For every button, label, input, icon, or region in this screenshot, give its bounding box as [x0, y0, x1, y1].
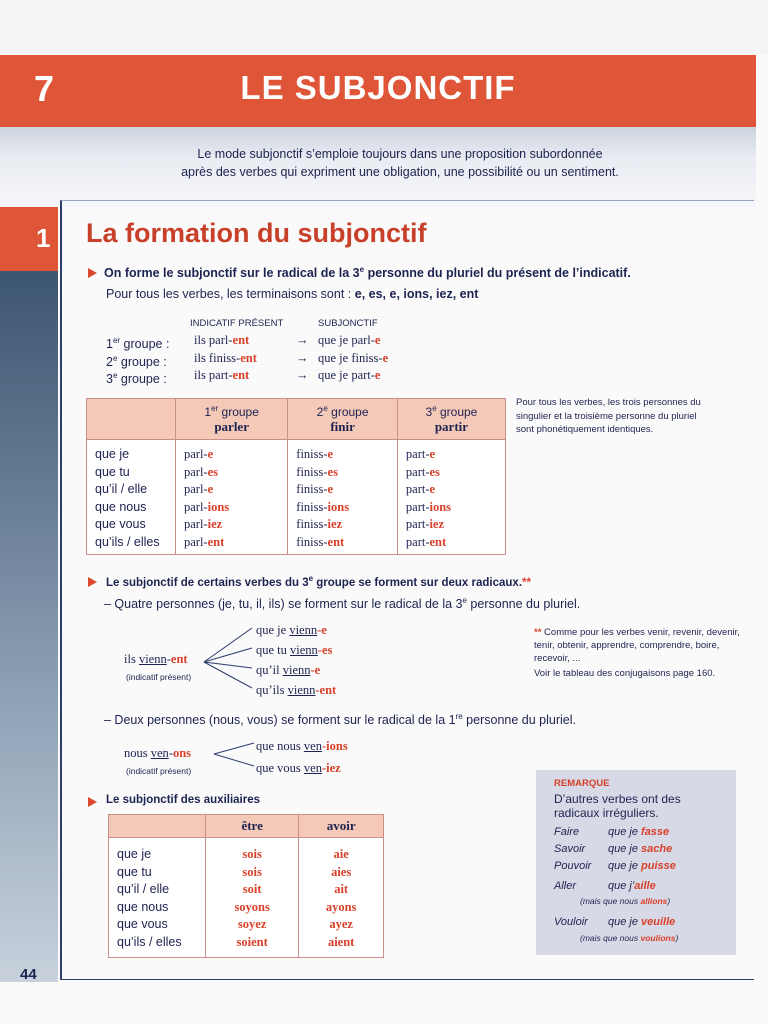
conjugation-form: soient	[236, 934, 268, 949]
conjugation-form: aie	[333, 847, 349, 861]
conjugation-form: ait	[334, 882, 349, 896]
verb-column	[206, 838, 299, 958]
group-num: 3	[106, 372, 113, 387]
remarque-form	[608, 880, 656, 892]
conjugation-form	[296, 534, 389, 552]
conjugation-form: soit	[242, 882, 262, 896]
indicatif-form	[194, 332, 257, 350]
stem: finiss-	[296, 499, 328, 514]
diagram-item	[256, 660, 336, 680]
dash-1-sup: e	[462, 596, 467, 605]
group-text: groupe :	[117, 354, 167, 369]
group-text: groupe	[218, 404, 259, 419]
chapter-number: 7	[34, 68, 55, 109]
remarque-form	[608, 843, 672, 855]
ending: e	[429, 447, 436, 461]
diagram-2-targets	[256, 735, 348, 779]
ending: e	[327, 447, 334, 461]
group-sup: e	[112, 353, 118, 363]
ending: ent	[232, 368, 250, 382]
group-label	[106, 367, 169, 385]
remarque-form	[608, 860, 676, 872]
stem: part-	[405, 499, 430, 514]
bullet-triangle-icon	[88, 797, 97, 807]
remarque-verb: Savoir	[554, 843, 586, 855]
intro-line-1: Le mode subjonctif s’emploie toujours dans une proposition subordonnée	[197, 147, 603, 161]
ending: e	[207, 482, 214, 496]
group-text: groupe	[327, 404, 369, 419]
pronoun: que je	[95, 447, 130, 461]
conjugation-form	[184, 446, 279, 464]
diagram-item	[256, 680, 336, 700]
pronoun: que nous	[117, 899, 169, 914]
ending: ions	[429, 499, 452, 514]
group-label	[106, 350, 169, 368]
page-number: 44	[20, 966, 37, 983]
ending: ent	[327, 534, 345, 549]
irregular-form: veuille	[641, 916, 676, 928]
conjugation-form: ayez	[329, 917, 353, 931]
subjonctif-form	[318, 332, 388, 350]
conjugation-form	[296, 481, 389, 499]
dash-2-text: – Deux personnes (nous, vous) se forment sur le radical de la 1	[104, 713, 456, 728]
conjugation-form: aient	[327, 934, 355, 949]
section-number-box	[0, 207, 58, 271]
conjugation-form: sois	[242, 864, 262, 879]
conjugation-form: sois	[242, 847, 262, 861]
ending: e	[327, 482, 334, 496]
dash-1-text-end: personne du pluriel.	[466, 597, 581, 612]
verb-column	[176, 440, 288, 555]
pronoun: que vous	[256, 761, 304, 775]
stem: vienn	[282, 663, 311, 677]
pronoun: que je	[608, 916, 642, 928]
conjugation-form	[296, 516, 389, 534]
conjugation-table-auxiliaries	[108, 814, 384, 958]
verb-infinitive: parler	[214, 418, 249, 434]
conjugation-list	[184, 446, 279, 551]
conjugation-form	[406, 464, 497, 482]
conjugation-form	[406, 534, 497, 552]
conjugation-form	[184, 464, 279, 482]
table-header-cell	[299, 815, 384, 838]
ending: -ent	[315, 683, 337, 697]
arrow-right-icon: →	[296, 350, 309, 365]
pronoun: qu’il / elle	[95, 482, 148, 496]
stem: finiss-	[296, 534, 328, 549]
pronoun: que tu	[117, 864, 152, 879]
top-margin	[0, 0, 768, 54]
subjonctif-form	[318, 367, 388, 385]
pronoun: que je	[608, 843, 642, 855]
rule-2	[106, 574, 531, 589]
pronoun: ils	[124, 652, 139, 666]
conjugation-form	[184, 516, 279, 534]
group-num: 2	[316, 404, 324, 419]
stem: part-	[405, 447, 430, 461]
remarque-verb: Faire	[554, 826, 580, 838]
dash: -	[166, 652, 171, 666]
verb-column	[299, 838, 384, 958]
remarque-verb: Vouloir	[554, 916, 588, 928]
stem: que je finiss-	[318, 350, 383, 365]
pronoun: que nous	[95, 499, 147, 514]
ending: iez	[207, 517, 223, 531]
subjonctif-form	[318, 350, 388, 368]
remarque-text: D’autres verbes ont des radicaux irréguliers.	[554, 792, 681, 820]
diagram-item	[256, 640, 336, 660]
endings-list: e, es, e, ions, iez, ent	[354, 287, 479, 301]
conjugation-form	[296, 464, 389, 482]
pronoun: que je	[608, 826, 642, 838]
note-post: )	[667, 896, 671, 906]
rule-2-sup: e	[308, 574, 314, 583]
arrow-column	[296, 332, 309, 385]
stem: vienn	[290, 643, 318, 657]
conjugation-form	[296, 499, 389, 517]
irregular-form: puisse	[641, 860, 676, 872]
table-header-row	[87, 399, 506, 440]
side-note-verbs	[534, 626, 744, 680]
conjugation-form: soyez	[237, 917, 267, 931]
diagram-1-source	[124, 652, 188, 667]
group-num: 2	[106, 354, 113, 369]
pronoun: qu’ils / elles	[95, 534, 160, 549]
stem: parl-	[184, 464, 208, 479]
stem: parl-	[184, 517, 208, 531]
verb-infinitive: avoir	[326, 818, 356, 833]
stem: ven	[303, 761, 322, 775]
conjugation-table-regular	[86, 398, 506, 555]
ending: e	[429, 482, 436, 496]
table-header-row	[109, 815, 384, 838]
stem: finiss-	[296, 464, 328, 479]
rule-2-text-end: groupe se forment sur deux radicaux.	[313, 576, 523, 589]
stem: ven	[303, 739, 322, 753]
verb-infinitive: partir	[434, 418, 469, 434]
irregular-form: sache	[641, 843, 673, 855]
note-post: )	[675, 933, 679, 943]
note-pronoun: que nous	[603, 896, 641, 906]
ending: iez	[429, 517, 445, 531]
ending: -e	[310, 663, 321, 677]
group-sup: e	[112, 371, 118, 380]
pronoun: que nous	[256, 739, 304, 753]
section-number: 1	[36, 223, 51, 253]
ending: -es	[317, 643, 333, 657]
rule-1-text-end: personne du pluriel du présent de l’indicatif.	[364, 266, 631, 281]
ending: ent	[170, 652, 188, 666]
stem: part-	[405, 534, 430, 549]
stem: finiss-	[296, 517, 328, 531]
stem: ils part-	[194, 368, 233, 382]
stem: que je parl-	[318, 333, 375, 347]
dash: -	[168, 746, 173, 760]
table-header-cell	[206, 815, 299, 838]
diagram-2-source	[124, 746, 191, 761]
dash-line-2	[104, 712, 576, 727]
ending: ons	[172, 746, 192, 760]
conjugation-form	[406, 446, 497, 464]
rule-1-sup: e	[359, 265, 365, 274]
conjugation-form: ayons	[325, 899, 357, 914]
conjugation-form: aies	[331, 864, 352, 879]
conjugation-form	[184, 481, 279, 499]
indicatif-forms	[194, 332, 257, 385]
stem: finiss-	[296, 447, 328, 461]
rule-1	[104, 265, 631, 280]
ending: -ions	[321, 739, 348, 753]
dash-1-text: – Quatre personnes (je, tu, il, ils) se forment sur le radical de la 3	[104, 597, 463, 612]
conjugation-form	[296, 446, 389, 464]
pronoun: que tu	[256, 643, 291, 657]
table-header-empty	[109, 815, 206, 838]
stem: vienn	[289, 623, 318, 637]
note-pronoun: que nous	[603, 933, 641, 943]
stem: finiss-	[296, 482, 328, 496]
dash-line-1	[104, 596, 580, 611]
group-num: 3	[425, 404, 433, 419]
pronoun: que vous	[95, 517, 146, 531]
diagram-item	[256, 620, 336, 640]
arrow-right-icon: →	[296, 333, 309, 347]
diagram-1-source-note: (indicatif présent)	[126, 672, 192, 682]
bullet-triangle-icon	[88, 268, 97, 278]
ending: ions	[327, 499, 350, 514]
pronoun: que je	[608, 860, 642, 872]
table-body-row	[109, 838, 384, 958]
diagram-item	[256, 735, 348, 757]
intro-line-2: après des verbes qui expriment une obligation, une possibilité ou un sentiment.	[181, 165, 619, 179]
table-header-cell	[288, 399, 398, 440]
endings-intro: Pour tous les verbes, les terminaisons sont :	[106, 287, 352, 301]
irregular-form: aille	[634, 880, 656, 892]
ending: es	[207, 464, 219, 479]
group-labels	[106, 332, 169, 385]
stem: parl-	[184, 499, 208, 514]
group-sup: e	[432, 403, 437, 413]
dash-2-text-end: personne du pluriel.	[462, 713, 576, 728]
conjugation-list	[307, 846, 375, 951]
table-header-cell	[176, 399, 288, 440]
group-sup: er	[211, 403, 219, 413]
note-form: voulions	[640, 933, 676, 943]
conjugation-list	[214, 846, 290, 951]
remarque-box	[536, 770, 736, 955]
conjugation-list	[296, 446, 389, 551]
pronoun: que tu	[95, 464, 130, 479]
ending: e	[374, 368, 381, 382]
pronoun: que je	[256, 623, 290, 637]
diagram-1-targets	[256, 620, 336, 700]
group-num: 1	[106, 337, 113, 352]
side-note-phonetic: Pour tous les verbes, les trois personnes du singulier et la troisième personne du pluriel sont phonétiquement identiques.	[516, 397, 701, 435]
rule-1-text: On forme le subjonctif sur le radical de la 3	[104, 266, 360, 281]
ending: ent	[240, 350, 257, 365]
left-margin-bar	[0, 270, 58, 982]
stem: ils finiss-	[194, 350, 241, 365]
pronoun: que vous	[117, 917, 168, 931]
remarque-form	[608, 826, 669, 838]
remarque-verb: Pouvoir	[554, 860, 592, 872]
note-pre: (mais	[580, 896, 604, 906]
group-text: groupe	[436, 404, 478, 419]
irregular-form: fasse	[641, 826, 670, 838]
pronoun-column	[87, 440, 176, 555]
remarque-verb: Aller	[554, 880, 577, 892]
remarque-title: REMARQUE	[554, 778, 610, 789]
footnote-marker: **	[522, 576, 531, 589]
subjonctif-forms	[318, 332, 388, 385]
stem: ils parl-	[194, 333, 233, 347]
diagram-item	[256, 757, 348, 779]
label-indicatif-present: INDICATIF PRÉSENT	[190, 318, 284, 329]
group-num: 1	[204, 404, 212, 419]
verb-column	[397, 440, 505, 555]
note-text: Comme pour les verbes venir, revenir, devenir, tenir, obtenir, apprendre, comprendre, boire, recevoir, ...	[534, 627, 740, 664]
diagram-2-branch-lines	[210, 738, 260, 778]
conjugation-list	[406, 446, 497, 551]
chapter-title: LE SUBJONCTIF	[240, 69, 516, 106]
chapter-banner	[0, 55, 756, 127]
note-pre: (mais	[580, 933, 604, 943]
conjugation-form	[406, 499, 497, 517]
stem: part-	[405, 482, 430, 496]
diagram-1-branch-lines	[200, 622, 260, 700]
stem: vienn	[287, 683, 316, 697]
table-header-cell	[397, 399, 505, 440]
indicatif-form	[194, 367, 257, 385]
group-text: groupe :	[117, 372, 167, 387]
pronoun: que j’	[608, 880, 635, 892]
stem: parl-	[184, 447, 208, 461]
group-sup: er	[112, 336, 121, 345]
table-header-empty	[87, 399, 176, 440]
label-subjonctif: SUBJONCTIF	[318, 318, 378, 329]
pronoun-list	[117, 846, 197, 951]
stem: part-	[405, 464, 430, 479]
indicatif-form	[194, 350, 257, 368]
ending: e	[207, 447, 214, 461]
ending: iez	[327, 517, 343, 531]
rule-2-text: Le subjonctif de certains verbes du 3	[106, 576, 309, 589]
ending: es	[429, 464, 440, 479]
pronoun: nous	[124, 746, 151, 760]
pronoun: qu’il / elle	[117, 882, 170, 896]
conjugation-form	[184, 534, 279, 552]
stem: parl-	[184, 482, 208, 496]
conjugation-form	[184, 499, 279, 517]
rule-3: Le subjonctif des auxiliaires	[106, 794, 261, 806]
stem: part-	[405, 517, 430, 531]
stem: parl-	[184, 534, 208, 549]
pronoun: qu’ils / elles	[117, 934, 182, 949]
verb-column	[288, 440, 398, 555]
note-form: allions	[640, 896, 668, 906]
bullet-triangle-icon	[88, 577, 97, 587]
stem: que je part-	[318, 368, 375, 382]
ending: e	[382, 350, 389, 365]
ending: ent	[429, 534, 447, 549]
endings-line	[106, 287, 478, 301]
intro-text	[120, 145, 680, 181]
verb-infinitive: finir	[330, 418, 355, 434]
verb-infinitive: être	[241, 818, 263, 833]
pronoun: qu’il	[256, 663, 283, 677]
side-note-verbs-text	[534, 626, 744, 665]
ending: e	[374, 333, 381, 347]
ending: -iez	[321, 761, 341, 775]
ending: ent	[207, 534, 225, 549]
diagram-2-source-note: (indicatif présent)	[126, 766, 192, 776]
dash-2-sup: re	[455, 712, 463, 721]
footnote-marker: **	[534, 627, 542, 638]
side-note-reference: Voir le tableau des conjugaisons page 160.	[534, 668, 716, 679]
pronoun: qu’ils	[256, 683, 288, 697]
ending: ions	[207, 499, 230, 514]
pronoun: que je	[117, 847, 152, 861]
ending: es	[327, 464, 338, 479]
pronoun-list	[95, 446, 167, 551]
remarque-note	[580, 933, 678, 943]
section-title: La formation du subjonctif	[86, 218, 427, 248]
ending: ent	[232, 333, 250, 347]
remarque-note	[580, 896, 670, 906]
group-sup: e	[323, 403, 328, 413]
arrow-right-icon: →	[296, 368, 309, 382]
stem: ven	[150, 746, 169, 760]
conjugation-form	[406, 516, 497, 534]
group-text: groupe :	[120, 337, 170, 352]
conjugation-form	[406, 481, 497, 499]
group-label	[106, 332, 169, 350]
stem: vienn	[138, 652, 167, 666]
remarque-form	[608, 916, 675, 928]
table-body-row	[87, 440, 506, 555]
pronoun-column	[109, 838, 206, 958]
conjugation-form: soyons	[234, 899, 270, 914]
ending: -e	[317, 623, 327, 637]
